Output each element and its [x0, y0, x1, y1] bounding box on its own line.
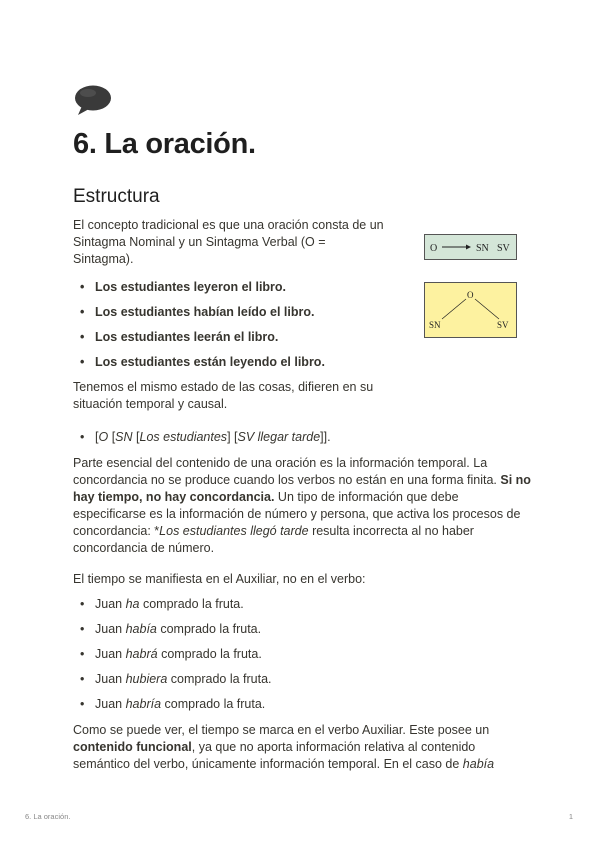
linear-structure-diagram [424, 234, 517, 260]
bracket-example-list [73, 429, 331, 446]
diagram-node-sn: SN [476, 243, 489, 254]
list-item: • Los estudiantes leerán el libro. [73, 329, 325, 346]
auxiliar-paragraph: El tiempo se manifiesta en el Auxiliar, no en el verbo: [73, 572, 366, 586]
section-title: Estructura [73, 186, 160, 207]
tree-node-sv: SV [497, 320, 509, 330]
tree-node-sn: SN [429, 320, 441, 330]
footer-title: 6. La oración. [25, 812, 71, 821]
diagram-node-o: O [430, 243, 438, 254]
auxiliar-examples-list [73, 596, 272, 713]
speech-bubble-icon [73, 84, 113, 118]
tree-node-o: O [467, 290, 474, 300]
example-sentences-list [73, 279, 325, 371]
list-item: • [O [SN [Los estudiantes] [SV llegar tarde]]. [73, 429, 331, 446]
list-item: • Los estudiantes habían leído el libro. [73, 304, 325, 321]
list-item: • Juan hubiera comprado la fruta. [73, 671, 272, 688]
list-item: • Juan había comprado la fruta. [73, 621, 272, 638]
diagram-svg [425, 283, 516, 337]
list-item: • Los estudiantes están leyendo el libro. [73, 354, 325, 371]
same-state-paragraph: Tenemos el mismo estado de las cosas, difieren en su situación temporal y causal. [73, 380, 374, 411]
diagram-svg [425, 235, 516, 259]
list-item: • Juan habría comprado la fruta. [73, 696, 272, 713]
list-item: • Juan habrá comprado la fruta. [73, 646, 272, 663]
tree-branch-right [475, 299, 499, 319]
final-paragraph: Como se puede ver, el tiempo se marca en el verbo Auxiliar. Este posee un contenido funcional, ya que no aporta información relativa al contenido semántico del verbo, únicamente información temporal. En el caso de había [73, 723, 495, 771]
tree-branch-left [442, 299, 466, 319]
page-title: 6. La oración. [73, 128, 256, 160]
tree-structure-diagram [424, 282, 517, 338]
footer-page-number: 1 [568, 812, 573, 821]
diagram-node-sv: SV [497, 243, 510, 254]
temporal-paragraph: Parte esencial del contenido de una oración es la información temporal. La concordancia no se produce cuando los verbos no están en una forma finita. Si no hay tiempo, no hay concordancia. Un tipo de información que debe especificarse es la información de número y persona, que activa los procesos de concordancia: *Los estudiantes llegó tarde resulta incorrecta al no haber concordancia de número. [73, 456, 531, 555]
intro-paragraph: El concepto tradicional es que una oración consta de un Sintagma Nominal y un Sintagma Verbal (O = Sintagma). [73, 218, 384, 266]
list-item: • Juan ha comprado la fruta. [73, 596, 272, 613]
list-item: • Los estudiantes leyeron el libro. [73, 279, 325, 296]
arrow-head-icon [466, 245, 471, 250]
